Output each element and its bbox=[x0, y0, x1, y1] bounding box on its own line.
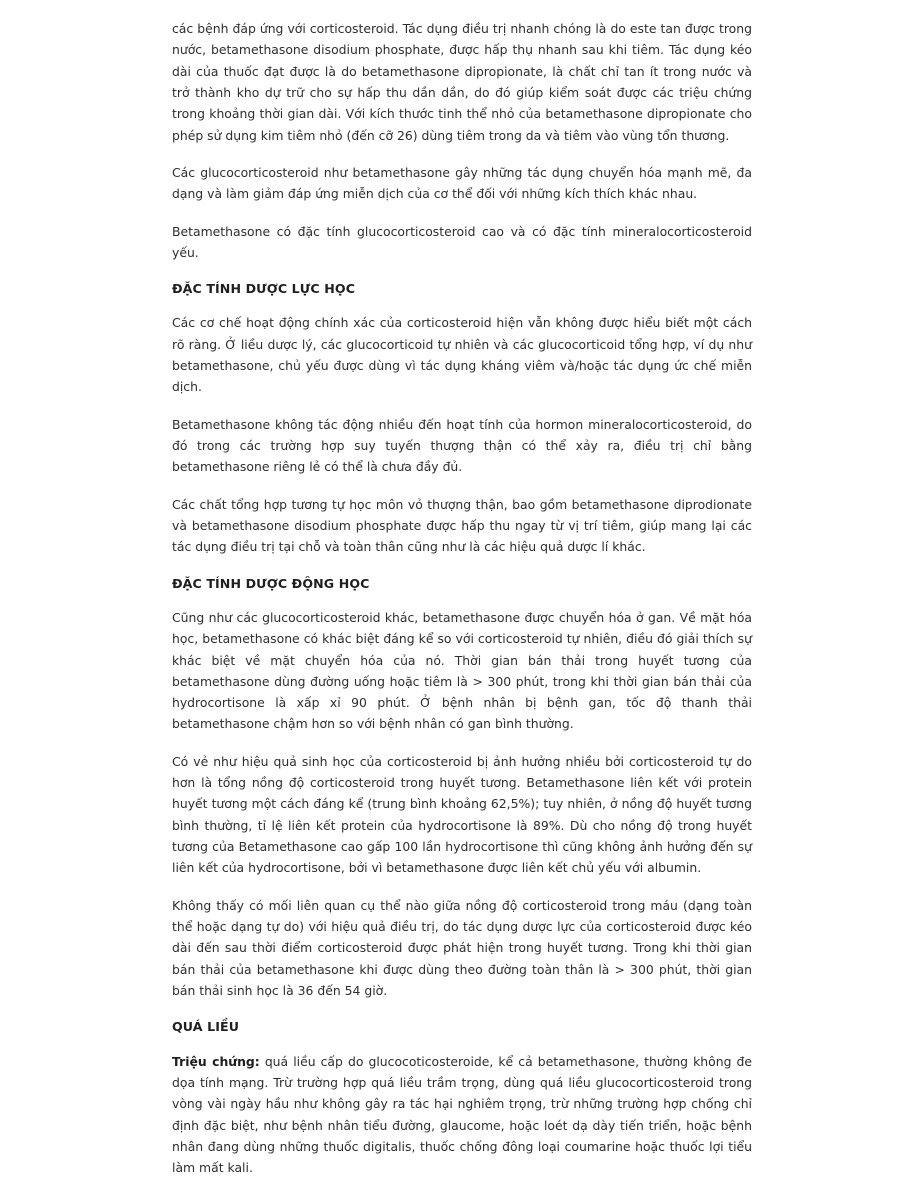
heading-pharmacodynamic-properties: ĐẶC TÍNH DƯỢC LỰC HỌC bbox=[172, 281, 356, 297]
paragraph-overdose-symptoms bbox=[172, 1051, 752, 1179]
paragraph-betamethasone-properties: Betamethasone có đặc tính glucocorticosteroid cao và có đặc tính mineralocorticosteroid yếu. bbox=[172, 223, 752, 260]
paragraph-continuation-corticosteroid: các bệnh đáp ứng với corticosteroid. Tác dụng điều trị nhanh chóng là do este tan được trong nước, betamethasone disodium phosphate, được hấp thụ nhanh sau khi tiêm. Tác dụng kéo dài của thuốc đạt được là do betamethasone dipropionate, là chất chỉ tan ít trong nước và trở thành kho dự trữ cho sự hấp thu dần dần, do đó giúp kiểm soát được các triệu chứng trong khoảng thời gian dài. Với kích thước tinh thể nhỏ của betamethasone dipropionate cho phép sử dụng kim tiêm nhỏ (đến cỡ 26) dùng tiêm trong da và tiêm vào vùng tổn thương. bbox=[172, 21, 752, 143]
heading-overdose: QUÁ LIỀU bbox=[172, 1019, 240, 1035]
heading-pharmacokinetic-properties: ĐẶC TÍNH DƯỢC ĐỘNG HỌC bbox=[172, 575, 370, 591]
paragraph-hepatic-metabolism: Cũng như các glucocorticosteroid khác, betamethasone được chuyển hóa ở gan. Về mặt hóa học, betamethasone có khác biệt đáng kể so với corticosteroid tự nhiên, điều đó giải thích sự khác biệt về mặt chuyển hóa của nó. Thời gian bán thải trong huyết tương của betamethasone dùng đường uống hoặc tiêm là > 300 phút, trong khi thời gian bán thải của hydrocortisone là xấp xỉ 90 phút. Ở bệnh nhân bị bệnh gan, tốc độ thanh thải betamethasone chậm hơn so với bệnh nhân có gan bình thường. bbox=[172, 609, 752, 732]
paragraph-mineralocorticosteroid-activity: Betamethasone không tác động nhiều đến hoạt tính của hormon mineralocorticosteroid, do đó trong các trường hợp suy tuyến thượng thận có thể xảy ra, điều trị chỉ bằng betamethasone riêng lẻ có thể là chưa đầy đủ. bbox=[172, 416, 752, 475]
document-body bbox=[172, 18, 752, 1179]
paragraph-glucocorticosteroid-effects: Các glucocorticosteroid như betamethasone gây những tác dụng chuyển hóa mạnh mẽ, đa dạng và làm giảm đáp ứng miễn dịch của cơ thể đối với những kích thích khác nhau. bbox=[172, 164, 752, 202]
paragraph-biological-half-life: Không thấy có mối liên quan cụ thể nào giữa nồng độ corticosteroid trong máu (dạng toàn thể hoặc dạng tự do) với hiệu quả điều trị, do tác dụng dược lực của corticosteroid được kéo dài đến sau thời điểm corticosteroid được phát hiện trong huyết tương. Trong khi thời gian bán thải của betamethasone khi được dùng theo đường toàn thân là > 300 phút, thời gian bán thải sinh học là 36 đến 54 giờ. bbox=[172, 897, 752, 999]
paragraph-mechanism-of-action: Các cơ chế hoạt động chính xác của corticosteroid hiện vẫn không được hiểu biết một cách rõ ràng. Ở liều dược lý, các glucocorticoid tự nhiên và các glucocorticoid tổng hợp, ví dụ như betamethasone, chủ yếu được dùng vì tác dụng kháng viêm và/hoặc tác dụng ức chế miễn dịch. bbox=[172, 315, 752, 395]
overdose-symptoms-text: quá liều cấp do glucocoticosteroide, kể cả betamethasone, thường không đe dọa tính mạng. Trừ trường hợp quá liều trầm trọng, dùng quá liều glucocorticosteroid trong vòng vài ngày hầu như không gây ra tác hại nghiêm trọng, trừ những trường hợp chống chỉ định đặc biệt, như bệnh nhân tiểu đường, glaucome, hoặc loét dạ dày tiến triển, hoặc bệnh nhân đang dùng những thuốc digitalis, thuốc chống đông loại coumarine hoặc thuốc lợi tiểu làm mất kali. bbox=[172, 1053, 752, 1176]
overdose-symptoms-lead: Triệu chứng: bbox=[172, 1053, 260, 1069]
paragraph-protein-binding: Có vẻ như hiệu quả sinh học của corticosteroid bị ảnh hưởng nhiều bởi corticosteroid tự do hơn là tổng nồng độ corticosteroid trong huyết tương. Betamethasone liên kết với protein huyết tương một cách đáng kể (trung bình khoảng 62,5%); tuy nhiên, ở nồng độ huyết tương bình thường, tỉ lệ liên kết protein của hydrocortisone là 89%. Dù cho nồng độ trong huyết tương của Betamethasone cao gấp 100 lần hydrocortisone thì cũng không ảnh hưởng đến sự liên kết của hydrocortisone, bởi vì betamethasone được liên kết chủ yếu với albumin. bbox=[172, 753, 752, 876]
paragraph-synthetic-analogues: Các chất tổng hợp tương tự học môn vỏ thượng thận, bao gồm betamethasone diprodionate và betamethasone disodium phosphate được hấp thu ngay từ vị trí tiêm, giúp mang lại các tác dụng điều trị tại chỗ và toàn thân cũng như là các hiệu quả dược lí khác. bbox=[172, 496, 752, 555]
